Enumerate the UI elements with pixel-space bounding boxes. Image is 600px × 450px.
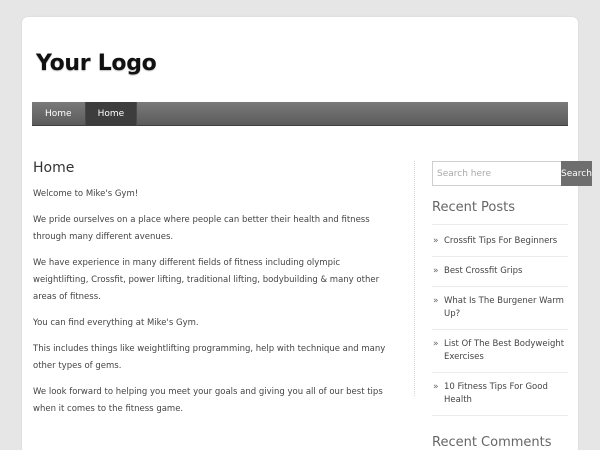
content-paragraph: You can find everything at Mike's Gym. (33, 318, 199, 328)
chevron-right-icon: » (433, 382, 439, 392)
site-logo[interactable]: Your Logo (36, 51, 157, 76)
recent-posts-list (432, 227, 568, 416)
recent-post-label: 10 Fitness Tips For Good Health (444, 382, 548, 405)
content-paragraph: Welcome to Mike's Gym! (33, 189, 139, 199)
chevron-right-icon: » (433, 236, 439, 246)
search-button[interactable]: Search (561, 161, 592, 186)
recent-post-link[interactable] (432, 287, 568, 330)
content-paragraph: We pride ourselves on a place where people can better their health and fitness through many different avenues. (33, 215, 370, 242)
search-form (432, 161, 592, 186)
content-divider (414, 161, 415, 396)
recent-post-link[interactable] (432, 257, 568, 287)
content-paragraph: We look forward to helping you meet your goals and giving you all of our best tips when it comes to the fitness game. (33, 387, 383, 414)
chevron-right-icon: » (433, 339, 439, 349)
nav-item-home-active[interactable]: Home (86, 102, 138, 126)
content-paragraph: This includes things like weightlifting programming, help with technique and many other types of gems. (33, 344, 386, 371)
chevron-right-icon: » (433, 296, 439, 306)
recent-post-label: List Of The Best Bodyweight Exercises (444, 339, 565, 362)
main-nav (32, 102, 568, 126)
search-input[interactable] (432, 161, 561, 186)
page-container (22, 17, 592, 450)
sidebar (432, 161, 592, 450)
recent-post-link[interactable] (432, 227, 568, 257)
recent-posts-title: Recent Posts (432, 200, 568, 225)
content-paragraph: We have experience in many different fields of fitness including olympic weightlifting, Crossfit, power lifting, traditional lifting, bodybuilding & many other areas of fitness. (33, 258, 380, 302)
recent-comments-title: Recent Comments (432, 435, 568, 450)
recent-post-link[interactable] (432, 373, 568, 416)
recent-post-label: What Is The Burgener Warm Up? (444, 296, 564, 319)
recent-post-link[interactable] (432, 330, 568, 373)
nav-item-home[interactable]: Home (32, 102, 86, 126)
recent-post-label: Crossfit Tips For Beginners (444, 236, 558, 246)
chevron-right-icon: » (433, 266, 439, 276)
page-title: Home (33, 160, 75, 176)
recent-post-label: Best Crossfit Grips (444, 266, 523, 276)
main-content (33, 160, 398, 427)
